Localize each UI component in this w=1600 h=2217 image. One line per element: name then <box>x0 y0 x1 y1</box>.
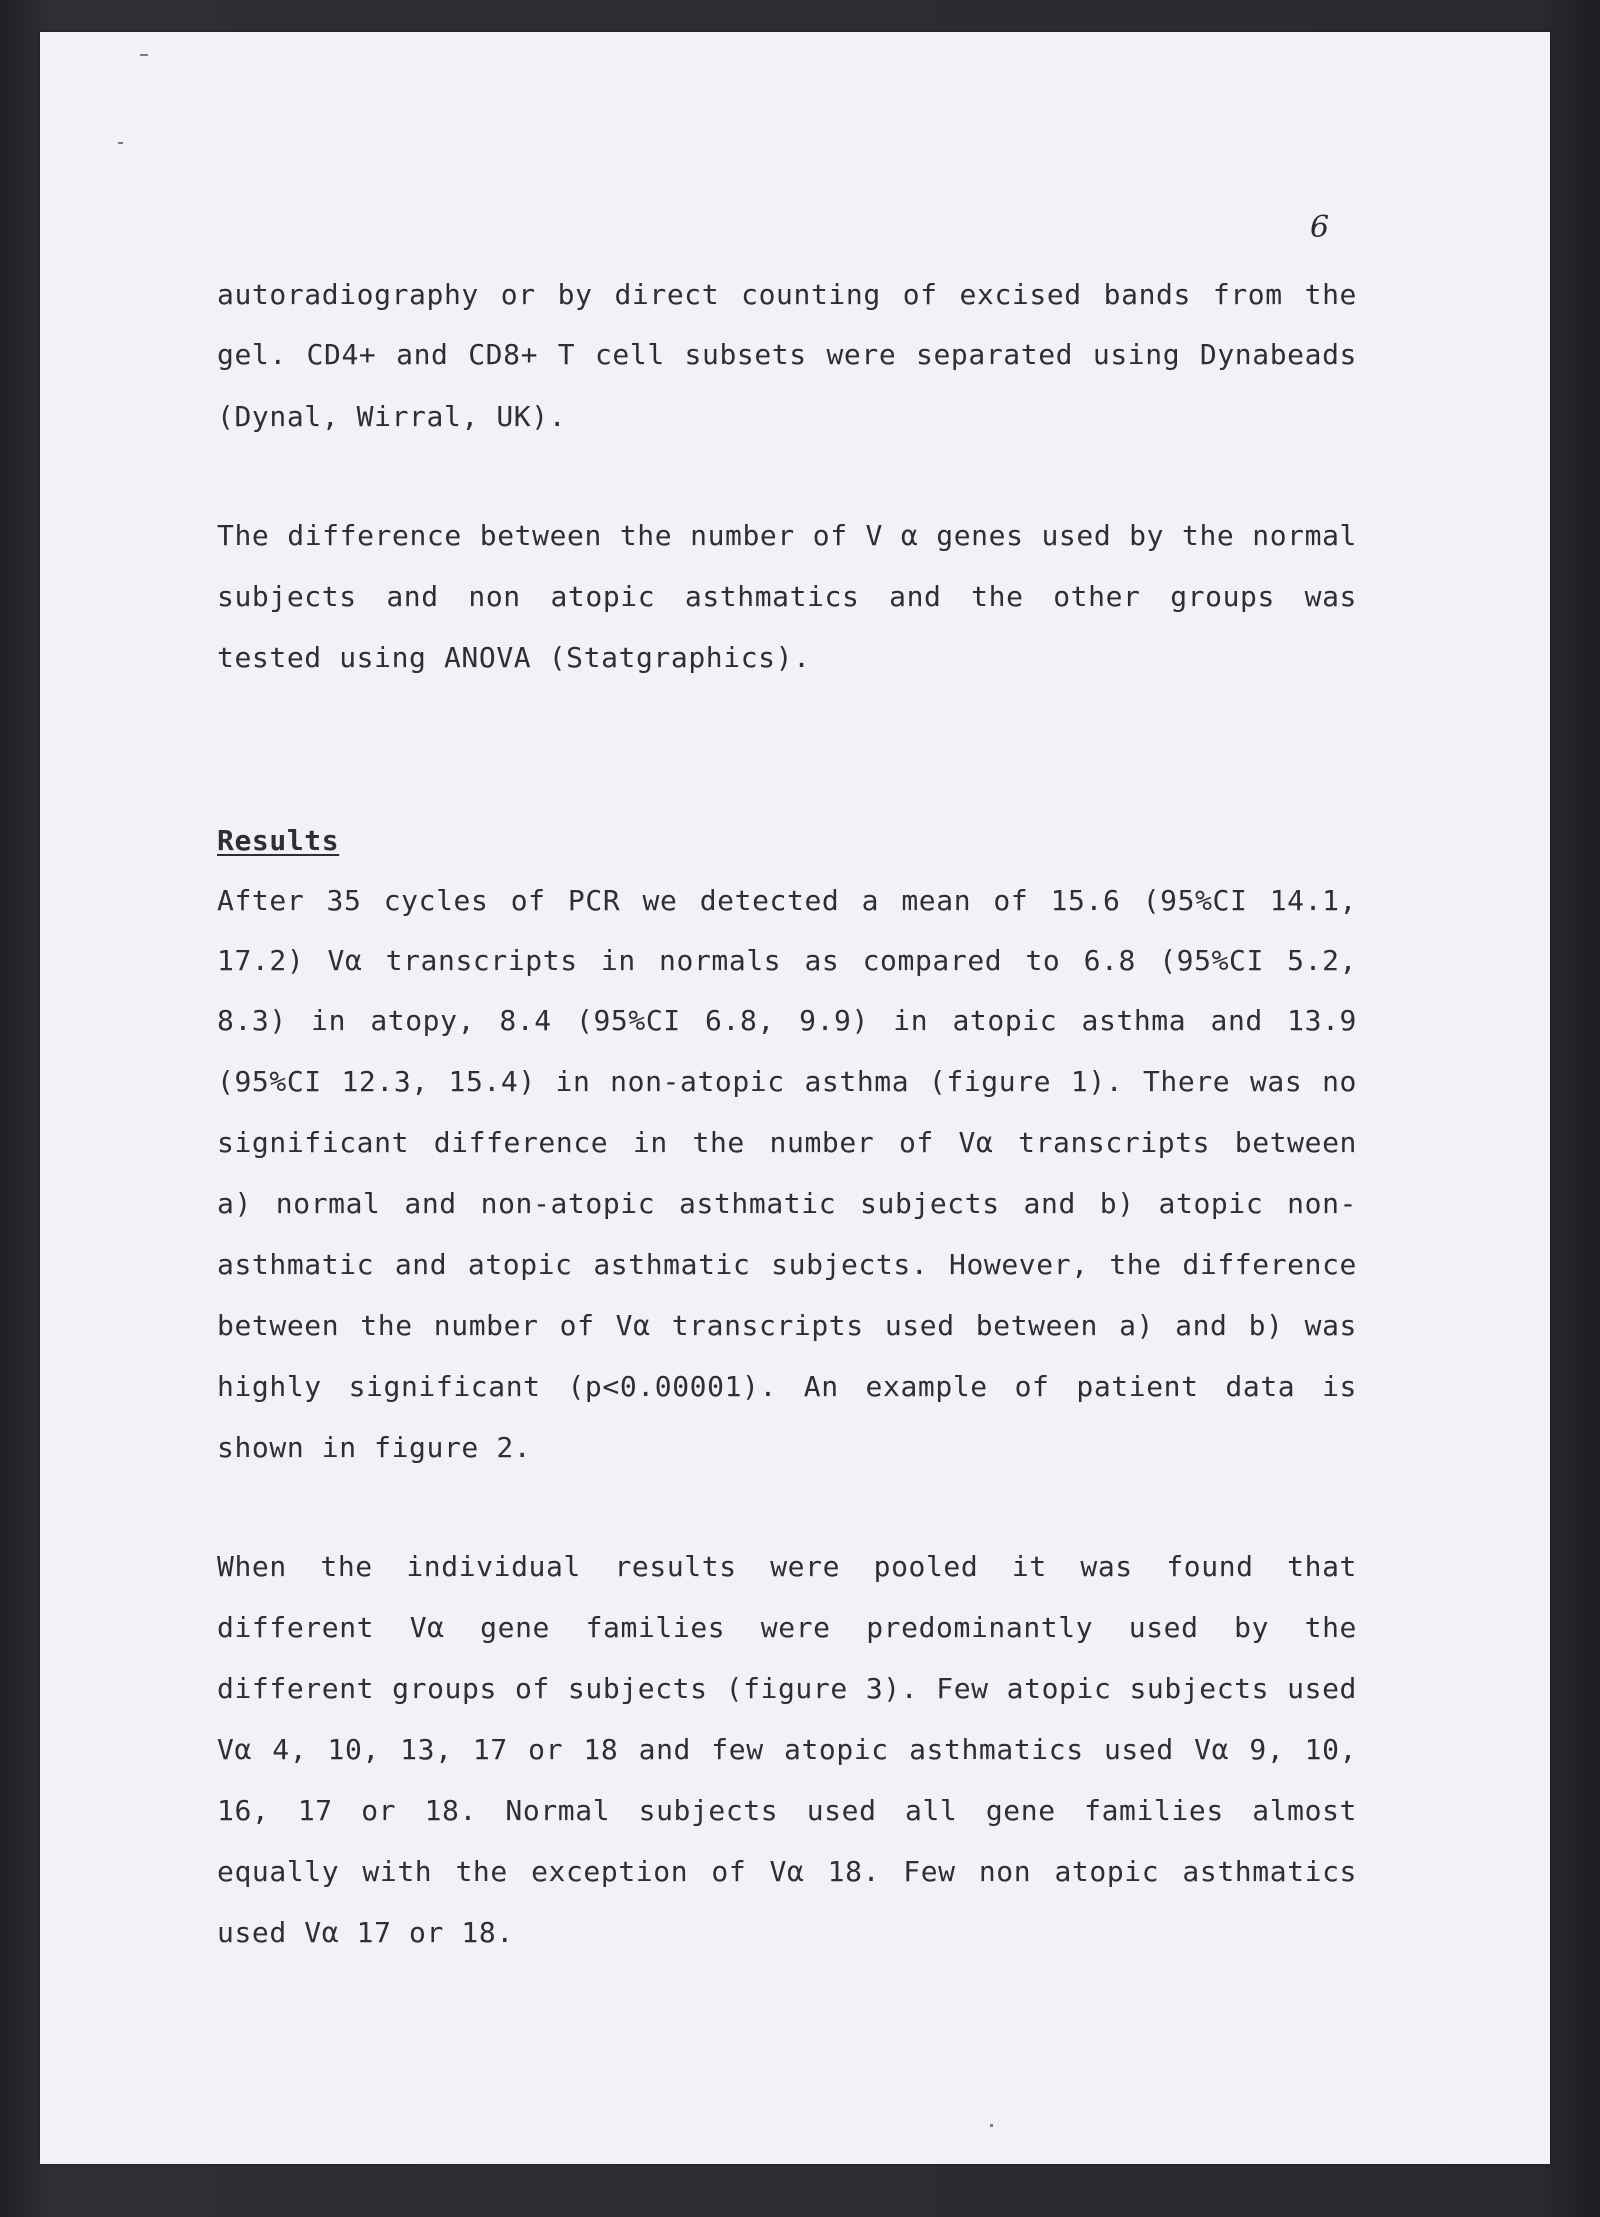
results-line: After 35 cycles of PCR we detected a mean of 15.6 (95%CI 14.1, <box>217 884 1357 917</box>
paragraph-1-line: autoradiography or by direct counting of excised bands from the <box>217 278 1357 311</box>
paragraph-2-line: tested using ANOVA (Statgraphics). <box>217 641 811 674</box>
paragraph-4-line: 16, 17 or 18. Normal subjects used all gene families almost <box>217 1794 1357 1827</box>
results-line: asthmatic and atopic asthmatic subjects. However, the difference <box>217 1248 1357 1281</box>
paragraph-4-line: used Vα 17 or 18. <box>217 1916 514 1949</box>
scan-speck <box>140 54 148 56</box>
scan-speck <box>990 2124 993 2127</box>
paragraph-2-line: subjects and non atopic asthmatics and the other groups was <box>217 580 1357 613</box>
results-line: shown in figure 2. <box>217 1431 532 1464</box>
scan-speck <box>118 142 123 144</box>
results-line: (95%CI 12.3, 15.4) in non-atopic asthma (figure 1). There was no <box>217 1065 1357 1098</box>
results-line: significant difference in the number of Vα transcripts between <box>217 1126 1357 1159</box>
paragraph-1-line: gel. CD4+ and CD8+ T cell subsets were separated using Dynabeads <box>217 338 1357 371</box>
results-line: between the number of Vα transcripts used between a) and b) was <box>217 1309 1357 1342</box>
results-line: 8.3) in atopy, 8.4 (95%CI 6.8, 9.9) in atopic asthma and 13.9 <box>217 1004 1357 1037</box>
results-line: a) normal and non-atopic asthmatic subjects and b) atopic non- <box>217 1187 1357 1220</box>
paragraph-4-line: equally with the exception of Vα 18. Few non atopic asthmatics <box>217 1855 1357 1888</box>
paragraph-1-line: (Dynal, Wirral, UK). <box>217 400 567 433</box>
results-line: highly significant (p<0.00001). An example of patient data is <box>217 1370 1357 1403</box>
paragraph-4-line: different groups of subjects (figure 3). Few atopic subjects used <box>217 1672 1357 1705</box>
page-number: 6 <box>1310 210 1330 245</box>
paragraph-4-line: different Vα gene families were predominantly used by the <box>217 1611 1357 1644</box>
results-heading: Results <box>217 824 340 857</box>
results-line: 17.2) Vα transcripts in normals as compared to 6.8 (95%CI 5.2, <box>217 944 1357 977</box>
paragraph-2-line: The difference between the number of V α genes used by the normal <box>217 519 1357 552</box>
paragraph-4-line: When the individual results were pooled it was found that <box>217 1550 1357 1583</box>
paragraph-4-line: Vα 4, 10, 13, 17 or 18 and few atopic asthmatics used Vα 9, 10, <box>217 1733 1357 1766</box>
